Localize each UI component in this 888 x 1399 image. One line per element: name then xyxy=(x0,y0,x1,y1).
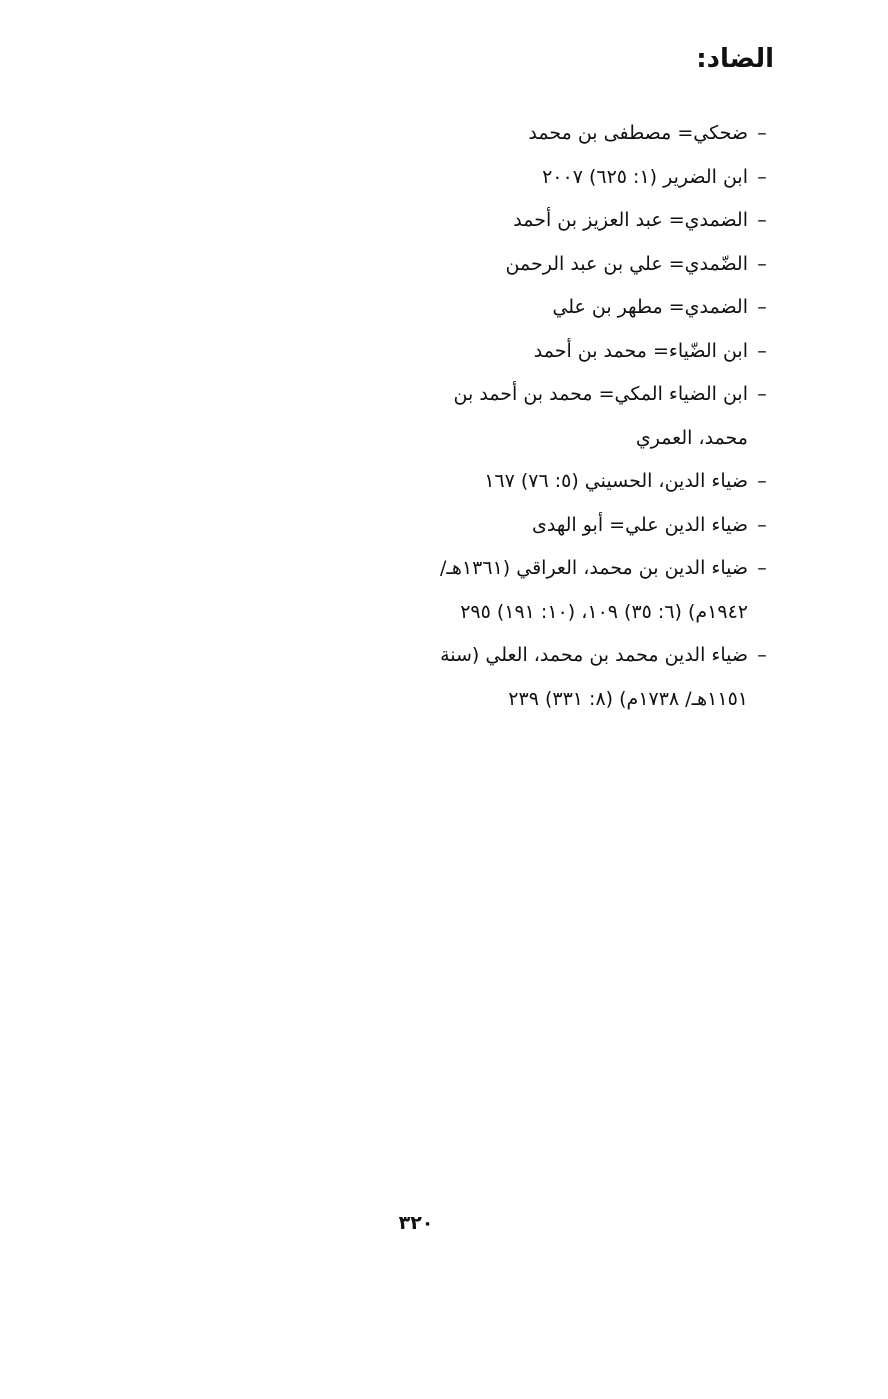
entry-text: الضّمدي= علي بن عبد الرحمن xyxy=(505,252,748,275)
entry-text: ابن الضياء المكي= محمد بن أحمد بن محمد، العمري xyxy=(453,383,748,449)
entry-dash: – xyxy=(757,252,767,275)
index-entry xyxy=(430,547,770,634)
index-entry xyxy=(430,199,770,243)
entry-dash: – xyxy=(757,644,767,666)
page-number: ٣٢٠ xyxy=(398,1212,434,1234)
index-entry xyxy=(430,243,770,287)
index-entry xyxy=(430,156,770,200)
entry-text: الضمدي= عبد العزيز بن أحمد xyxy=(513,209,748,231)
entry-dash: – xyxy=(757,470,767,492)
section-heading: الضاد: xyxy=(696,44,774,74)
entry-dash: – xyxy=(757,513,767,536)
index-entry xyxy=(430,373,770,460)
entry-text: ابن الضرير (١: ٦٢٥) ٢٠٠٧ xyxy=(542,165,748,188)
entry-text: ضياء الدين علي= أبو الهدى xyxy=(532,513,748,536)
entry-text: ضياء الدين محمد بن محمد، العلي (سنة ١١٥١هـ/ ١٧٣٨م) (٨: ٣٣١) ٢٣٩ xyxy=(440,644,748,710)
index-entry xyxy=(430,112,770,156)
entry-dash: – xyxy=(757,165,767,188)
index-entry xyxy=(430,286,770,330)
entry-text: الضمدي= مطهر بن علي xyxy=(552,296,748,318)
entry-dash: – xyxy=(757,557,767,579)
entry-text: ضياء الدين، الحسيني (٥: ٧٦) ١٦٧ xyxy=(484,470,748,492)
entry-dash: – xyxy=(757,339,767,362)
entry-text: ضياء الدين بن محمد، العراقي (١٣٦١هـ/ ١٩٤٢م) (٦: ٣٥) ١٠٩، (١٠: ١٩١) ٢٩٥ xyxy=(439,557,748,623)
entry-dash: – xyxy=(757,383,767,405)
index-entry xyxy=(430,330,770,374)
index-entry-list xyxy=(430,112,770,721)
entry-dash: – xyxy=(757,122,767,144)
entry-dash: – xyxy=(757,296,767,318)
entry-text: ابن الضّياء= محمد بن أحمد xyxy=(533,339,748,362)
index-entry xyxy=(430,504,770,548)
entry-text: ضحكي= مصطفى بن محمد xyxy=(528,122,748,144)
entry-dash: – xyxy=(757,209,767,231)
index-entry xyxy=(430,460,770,504)
index-entry xyxy=(430,634,770,721)
